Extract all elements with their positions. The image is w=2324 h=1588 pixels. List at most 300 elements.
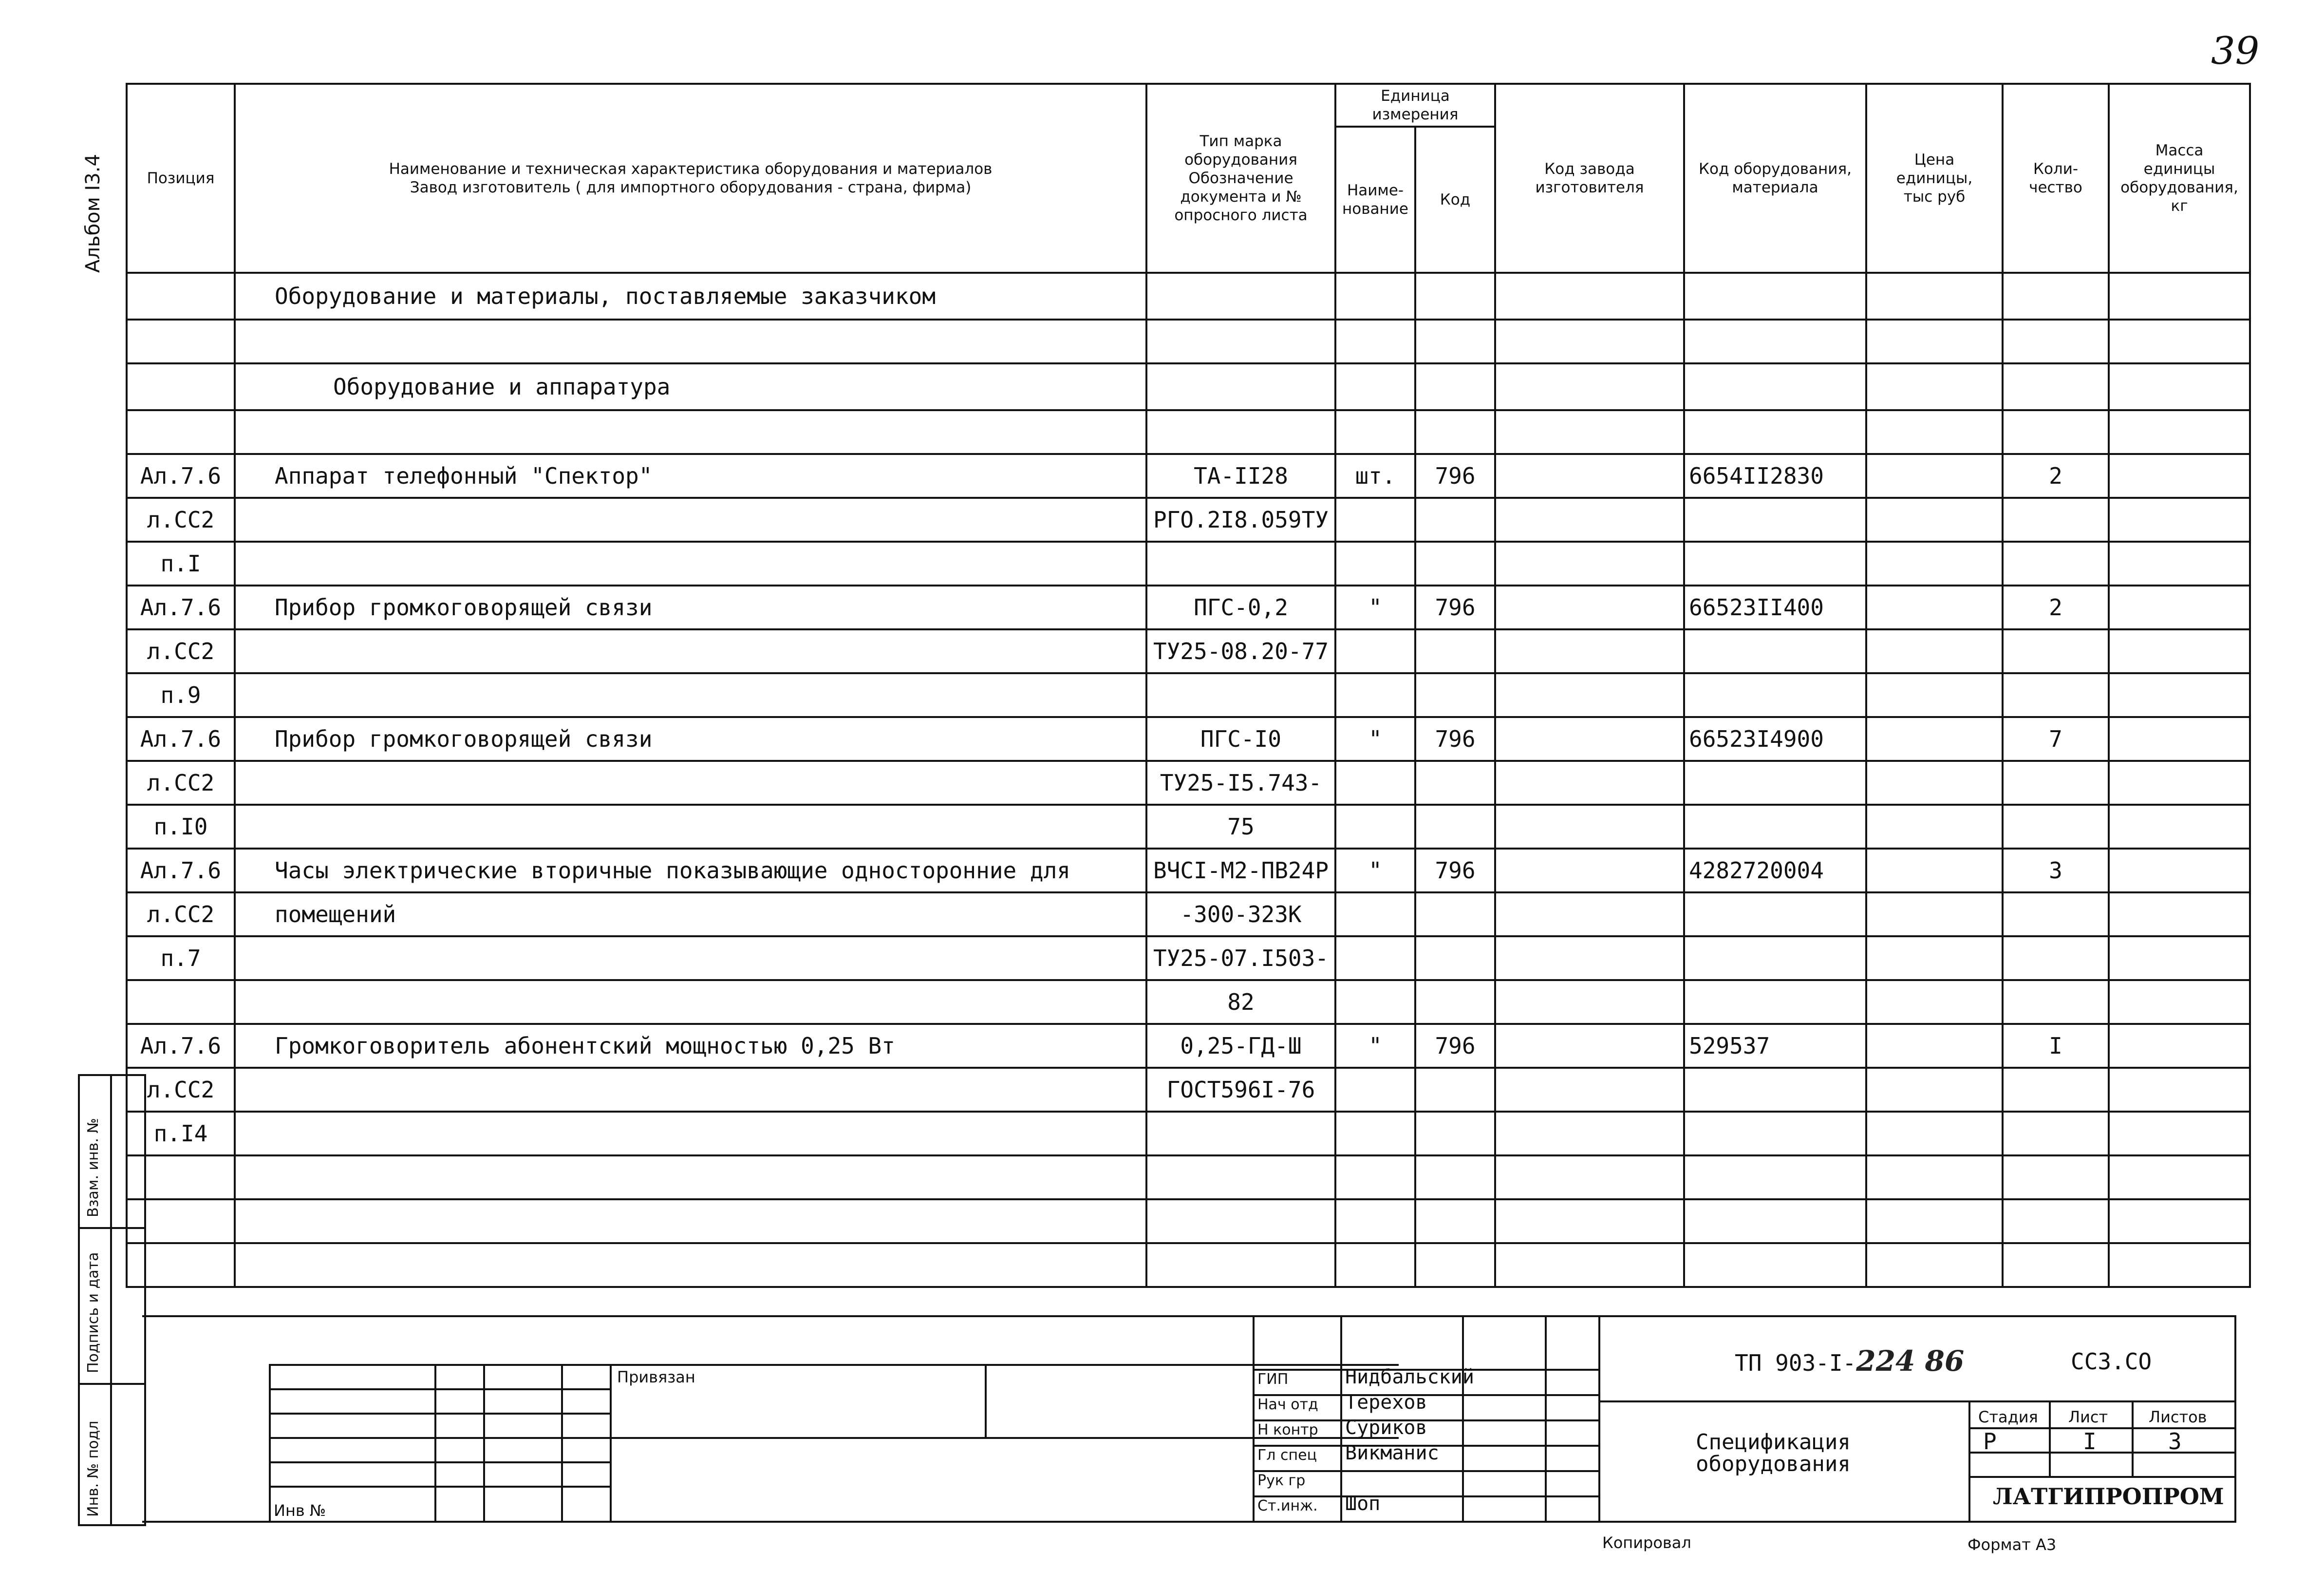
stage-value: Р [1983,1428,1997,1455]
row-price [1866,761,2003,805]
header-equip-code: Код оборудования, материала [1684,84,1866,273]
row-equip-code [1684,805,1866,849]
row-type [1146,410,1335,454]
row-type: 0,25-ГД-Ш [1146,1024,1335,1068]
row-equip-code [1684,410,1866,454]
table-row [127,542,2250,586]
row-position [127,980,235,1024]
row-unit [1335,892,1415,936]
signature-name: Нидбальский [1345,1366,1474,1388]
row-quantity [2003,892,2109,936]
row-name [235,542,1146,586]
table-row [127,629,2250,673]
row-code [1415,1199,1495,1243]
album-label [82,154,104,273]
row-price [1866,320,2003,363]
row-name: Прибор громкоговорящей связи [235,586,1146,629]
row-code [1415,498,1495,542]
row-name: помещений [235,892,1146,936]
row-code: 796 [1415,849,1495,892]
row-unit: " [1335,717,1415,761]
row-name: Громкоговоритель абонентский мощностью 0,25 Вт [235,1024,1146,1068]
header-position: Позиция [127,84,235,273]
row-price [1866,273,2003,320]
row-quantity [2003,363,2109,410]
row-unit [1335,273,1415,320]
row-code [1415,363,1495,410]
row-code: 796 [1415,586,1495,629]
row-price [1866,410,2003,454]
sheets-label: Листов [2149,1408,2207,1426]
sheets-value: 3 [2168,1428,2182,1455]
title-block [142,1315,2236,1522]
row-type: ГОСТ596I-76 [1146,1068,1335,1112]
row-unit [1335,1068,1415,1112]
row-quantity [2003,805,2109,849]
row-mass [2109,542,2250,586]
row-unit [1335,629,1415,673]
row-name [235,936,1146,980]
row-unit [1335,1199,1415,1243]
row-mass [2109,717,2250,761]
row-code: 796 [1415,454,1495,498]
row-equip-code [1684,320,1866,363]
row-code: 796 [1415,1024,1495,1068]
table-row [127,717,2250,761]
row-position [127,273,235,320]
row-price [1866,1155,2003,1199]
row-equip-code [1684,1112,1866,1155]
row-unit: " [1335,1024,1415,1068]
row-equip-code: 6654II2830 [1684,454,1866,498]
margin-podpis: Подпись и дата [85,1252,102,1373]
margin-stamp [78,1074,146,1526]
row-position: Ал.7.6 [127,454,235,498]
row-unit [1335,410,1415,454]
row-price [1866,363,2003,410]
signature-role: Рук гр [1257,1472,1306,1489]
organization: ЛАТГИПРОПРОМ [1993,1483,2224,1510]
row-type: 82 [1146,980,1335,1024]
row-mass [2109,320,2250,363]
row-name: Оборудование и аппаратура [235,363,1146,410]
row-position: Ал.7.6 [127,849,235,892]
row-unit [1335,363,1415,410]
row-equip-code [1684,936,1866,980]
row-price [1866,1068,2003,1112]
format-label: Формат А3 [1968,1535,2057,1554]
album-label-text: Альбом I3.4 [82,154,104,273]
header-type: Тип марка оборудования Обозначение документа и № опросного листа [1146,84,1335,273]
row-name [235,498,1146,542]
row-position: Ал.7.6 [127,1024,235,1068]
row-quantity [2003,1068,2109,1112]
table-row [127,498,2250,542]
row-mass [2109,363,2250,410]
row-type [1146,673,1335,717]
row-equip-code [1684,498,1866,542]
row-price [1866,542,2003,586]
row-price [1866,454,2003,498]
row-code [1415,673,1495,717]
row-unit: шт. [1335,454,1415,498]
row-type [1146,320,1335,363]
row-equip-code [1684,761,1866,805]
row-type [1146,1155,1335,1199]
signature-role: Ст.инж. [1257,1497,1318,1514]
table-row [127,936,2250,980]
row-mass [2109,498,2250,542]
row-quantity: 2 [2003,454,2109,498]
inv-no-label: Инв № [274,1501,326,1520]
header-name [235,84,1146,273]
row-position: л.СС2 [127,761,235,805]
copied-label: Копировал [1602,1533,1691,1552]
row-name [235,629,1146,673]
row-name: Аппарат телефонный "Спектор" [235,454,1146,498]
row-type: ТА-II28 [1146,454,1335,498]
row-name [235,410,1146,454]
row-plant-code [1495,1068,1684,1112]
row-code [1415,629,1495,673]
row-unit [1335,1155,1415,1199]
row-price [1866,586,2003,629]
row-price [1866,1112,2003,1155]
header-quantity: Коли- чество [2003,84,2109,273]
row-equip-code [1684,629,1866,673]
row-type: ПГС-0,2 [1146,586,1335,629]
row-mass [2109,1024,2250,1068]
row-quantity: 3 [2003,849,2109,892]
row-equip-code [1684,980,1866,1024]
row-equip-code [1684,363,1866,410]
row-mass [2109,980,2250,1024]
row-position: л.СС2 [127,498,235,542]
row-plant-code [1495,717,1684,761]
table-row [127,673,2250,717]
row-plant-code [1495,1024,1684,1068]
row-price [1866,849,2003,892]
row-plant-code [1495,1155,1684,1199]
row-plant-code [1495,1243,1684,1287]
row-name: Часы электрические вторичные показывающие односторонние для [235,849,1146,892]
row-equip-code [1684,273,1866,320]
row-position: п.9 [127,673,235,717]
row-mass [2109,273,2250,320]
row-type [1146,542,1335,586]
signature-role: Гл спец [1257,1447,1317,1464]
row-quantity [2003,761,2109,805]
row-equip-code [1684,1199,1866,1243]
row-unit: " [1335,849,1415,892]
row-type: 75 [1146,805,1335,849]
header-name-line1: Наименование и техническая характеристика оборудования и материалов [389,160,993,178]
page-number: 39 [2211,29,2260,73]
row-code [1415,1068,1495,1112]
row-plant-code [1495,629,1684,673]
row-plant-code [1495,936,1684,980]
header-unit: Единица измерения [1335,84,1495,127]
row-type [1146,1112,1335,1155]
row-price [1866,673,2003,717]
row-name: Оборудование и материалы, поставляемые заказчиком [235,273,1146,320]
row-quantity [2003,498,2109,542]
row-unit [1335,805,1415,849]
sheet-value: I [2083,1428,2097,1455]
row-equip-code [1684,1243,1866,1287]
row-unit [1335,761,1415,805]
row-price [1866,717,2003,761]
row-position: Ал.7.6 [127,586,235,629]
row-unit [1335,980,1415,1024]
row-plant-code [1495,805,1684,849]
doc-code-hand: 224 86 [1856,1344,1965,1378]
row-price [1866,805,2003,849]
row-name [235,805,1146,849]
row-code [1415,542,1495,586]
row-name [235,1155,1146,1199]
row-quantity [2003,673,2109,717]
row-quantity: 2 [2003,586,2109,629]
row-code [1415,273,1495,320]
row-code [1415,805,1495,849]
margin-inv-podl: Инв. № подл [85,1420,102,1517]
row-quantity [2003,936,2109,980]
row-plant-code [1495,454,1684,498]
row-equip-code [1684,1155,1866,1199]
row-price [1866,936,2003,980]
row-code [1415,1155,1495,1199]
specification-table [126,83,2251,1288]
row-type: ТУ25-I5.743- [1146,761,1335,805]
row-quantity [2003,629,2109,673]
row-equip-code [1684,673,1866,717]
row-mass [2109,936,2250,980]
signature-role: ГИП [1257,1371,1289,1388]
row-mass [2109,1155,2250,1199]
row-name [235,673,1146,717]
row-plant-code [1495,498,1684,542]
row-unit [1335,673,1415,717]
row-type [1146,1243,1335,1287]
row-price [1866,980,2003,1024]
table-row [127,980,2250,1024]
row-equip-code: 529537 [1684,1024,1866,1068]
row-position: л.СС2 [127,629,235,673]
row-equip-code: 4282720004 [1684,849,1866,892]
row-type: ВЧСI-М2-ПВ24Р [1146,849,1335,892]
row-quantity [2003,1112,2109,1155]
row-quantity [2003,980,2109,1024]
row-unit [1335,936,1415,980]
row-type [1146,363,1335,410]
row-quantity [2003,320,2109,363]
header-mass: Масса единицы оборудования, кг [2109,84,2250,273]
row-code [1415,1112,1495,1155]
margin-vzam: Взам. инв. № [85,1118,102,1217]
row-unit [1335,498,1415,542]
signature-name: Шоп [1345,1493,1381,1515]
row-position [127,363,235,410]
row-mass [2109,586,2250,629]
row-code [1415,936,1495,980]
signature-name: Суриков [1345,1417,1427,1439]
row-code [1415,1243,1495,1287]
row-name [235,761,1146,805]
row-equip-code: 66523II400 [1684,586,1866,629]
row-quantity [2003,1243,2109,1287]
row-position: п.I4 [127,1112,235,1155]
sheet-label: Лист [2068,1408,2108,1426]
row-mass [2109,410,2250,454]
header-unit-name: Наиме- нование [1335,127,1415,273]
table-row [127,1112,2250,1155]
doc-title-line2: оборудования [1696,1452,1851,1476]
row-plant-code [1495,761,1684,805]
row-mass [2109,805,2250,849]
row-equip-code [1684,1068,1866,1112]
table-row [127,805,2250,849]
signature-role: Н контр [1257,1421,1318,1438]
row-price [1866,1024,2003,1068]
table-row [127,849,2250,892]
row-plant-code [1495,320,1684,363]
table-row [127,1243,2250,1287]
signature-role: Нач отд [1257,1396,1318,1413]
row-quantity [2003,1155,2109,1199]
row-plant-code [1495,849,1684,892]
privyazan-label: Привязан [617,1368,695,1386]
header-price: Цена единицы, тыс руб [1866,84,2003,273]
row-unit [1335,542,1415,586]
row-position: п.I [127,542,235,586]
row-equip-code [1684,892,1866,936]
row-position: Ал.7.6 [127,717,235,761]
row-code [1415,410,1495,454]
row-mass [2109,849,2250,892]
stage-label: Стадия [1978,1408,2038,1426]
row-quantity [2003,542,2109,586]
row-quantity [2003,410,2109,454]
row-position: п.7 [127,936,235,980]
table-row [127,1199,2250,1243]
row-type: РГО.2I8.059ТУ [1146,498,1335,542]
row-quantity [2003,1199,2109,1243]
row-mass [2109,761,2250,805]
table-row [127,410,2250,454]
row-plant-code [1495,980,1684,1024]
row-code [1415,980,1495,1024]
row-mass [2109,1199,2250,1243]
row-unit [1335,320,1415,363]
table-row [127,363,2250,410]
row-type: ПГС-I0 [1146,717,1335,761]
row-price [1866,629,2003,673]
header-plant-code: Код завода изготовителя [1495,84,1684,273]
row-mass [2109,892,2250,936]
row-code [1415,892,1495,936]
signature-name: Терехов [1345,1391,1427,1414]
row-price [1866,892,2003,936]
row-quantity: I [2003,1024,2109,1068]
row-mass [2109,1243,2250,1287]
row-code [1415,761,1495,805]
row-name [235,1199,1146,1243]
row-price [1866,1199,2003,1243]
row-type: ТУ25-07.I503- [1146,936,1335,980]
table-row [127,1068,2250,1112]
doc-code-printed: ТП 903-I- [1735,1350,1856,1376]
row-plant-code [1495,892,1684,936]
row-name [235,1112,1146,1155]
header-row-1 [127,84,2250,127]
row-plant-code [1495,542,1684,586]
row-code: 796 [1415,717,1495,761]
row-plant-code [1495,586,1684,629]
table-row [127,1155,2250,1199]
row-type [1146,1199,1335,1243]
row-unit [1335,1112,1415,1155]
row-type: -300-323К [1146,892,1335,936]
row-position: л.СС2 [127,1068,235,1112]
row-unit: " [1335,586,1415,629]
header-unit-code: Код [1415,127,1495,273]
table-row [127,586,2250,629]
row-plant-code [1495,1199,1684,1243]
row-code [1415,320,1495,363]
row-plant-code [1495,363,1684,410]
row-mass [2109,1068,2250,1112]
row-price [1866,1243,2003,1287]
table-row [127,273,2250,320]
table-row [127,454,2250,498]
header-name-line2: Завод изготовитель ( для импортного оборудования - страна, фирма) [410,179,972,196]
row-equip-code [1684,542,1866,586]
doc-suffix: СС3.СО [2071,1348,2152,1375]
row-name: Прибор громкоговорящей связи [235,717,1146,761]
row-position: л.СС2 [127,892,235,936]
row-plant-code [1495,1112,1684,1155]
table-row [127,761,2250,805]
row-name [235,320,1146,363]
row-mass [2109,454,2250,498]
row-plant-code [1495,673,1684,717]
doc-title-line1: Спецификация [1696,1430,1851,1455]
row-type: ТУ25-08.20-77 [1146,629,1335,673]
row-position [127,320,235,363]
row-type [1146,273,1335,320]
row-mass [2109,1112,2250,1155]
doc-code [1735,1344,1964,1378]
row-name [235,1243,1146,1287]
table-row [127,892,2250,936]
row-equip-code: 66523I4900 [1684,717,1866,761]
signature-name: Викманис [1345,1442,1439,1464]
row-plant-code [1495,273,1684,320]
row-position [127,410,235,454]
row-plant-code [1495,410,1684,454]
row-quantity: 7 [2003,717,2109,761]
table-row [127,320,2250,363]
row-quantity [2003,273,2109,320]
row-mass [2109,629,2250,673]
row-name [235,1068,1146,1112]
row-unit [1335,1243,1415,1287]
row-name [235,980,1146,1024]
row-mass [2109,673,2250,717]
row-position: п.I0 [127,805,235,849]
table-row [127,1024,2250,1068]
